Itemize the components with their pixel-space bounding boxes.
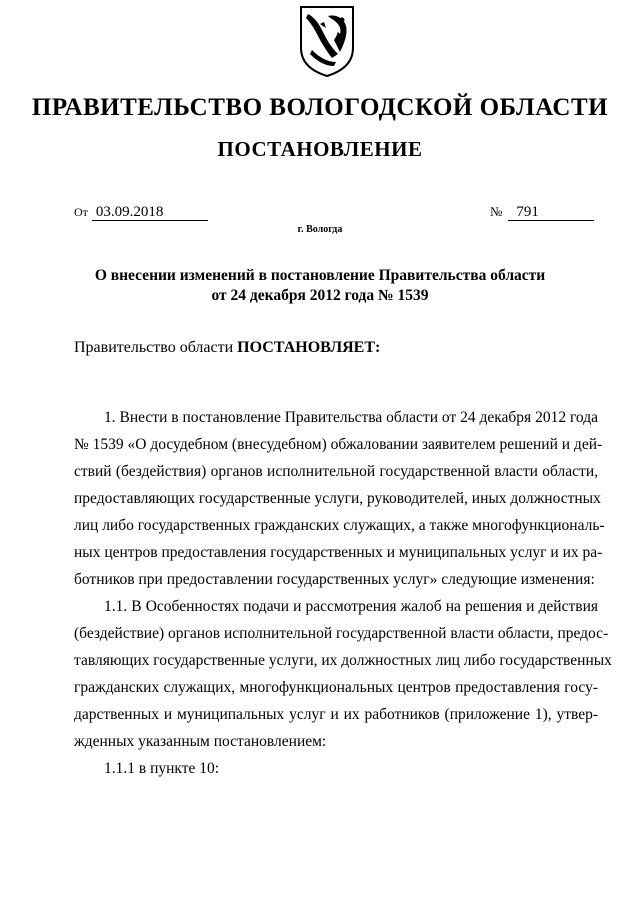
body-line: (бездействие) органов исполнительной государственной власти области, предос- [74, 625, 609, 642]
document-type: ПОСТАНОВЛЕНИЕ [217, 137, 423, 161]
body-line: № 1539 «О досудебном (внесудебном) обжаловании заявителем решений и дей- [74, 436, 603, 453]
body-line: 1. Внести в постановление Правительства области от 24 декабря 2012 года [104, 409, 598, 426]
subject-line-2: от 24 декабря 2012 года № 1539 [211, 287, 429, 304]
decree-verb: ПОСТАНОВЛЯЕТ: [237, 339, 381, 356]
body-line: ботников при предоставлении государственных услуг» следующие изменения: [74, 571, 595, 588]
body-line: дарственных и муниципальных услуг и их работников (приложение 1), утвер- [74, 706, 598, 723]
document-subject [0, 266, 640, 306]
government-title: ПРАВИТЕЛЬСТВО ВОЛОГОДСКОЙ ОБЛАСТИ [31, 94, 609, 121]
decree-statement [74, 339, 380, 357]
body-line: ствий (бездействия) органов исполнительной государственной власти области, [74, 463, 598, 480]
city-label: г. Вологда [297, 224, 343, 235]
number-field [490, 204, 594, 221]
date-label: От [74, 205, 88, 219]
body-line: гражданских служащих, многофункциональных центров предоставления госу- [74, 679, 598, 696]
body-line: тавляющих государственные услуги, их должностных лиц либо государственных [74, 652, 612, 669]
body-line: 1.1. В Особенностях подачи и рассмотрения жалоб на решения и действия [104, 598, 598, 615]
body-line: жденных указанным постановлением: [74, 733, 327, 750]
body-line: лиц либо государственных гражданских служащих, а также многофункциональ- [74, 517, 605, 534]
number-value: 791 [508, 204, 594, 221]
decree-prefix: Правительство области [74, 339, 234, 356]
document-body [74, 404, 612, 782]
coat-of-arms-icon [298, 4, 356, 78]
date-field [74, 204, 208, 221]
body-line: ных центров предоставления государственных и муниципальных услуг и их ра- [74, 544, 603, 561]
body-line: 1.1.1 в пункте 10: [104, 760, 220, 777]
subject-line-1: О внесении изменений в постановление Правительства области [94, 267, 546, 284]
date-value: 03.09.2018 [92, 204, 208, 221]
number-label: № [490, 204, 503, 219]
body-line: предоставляющих государственные услуги, руководителей, иных должностных [74, 490, 601, 507]
